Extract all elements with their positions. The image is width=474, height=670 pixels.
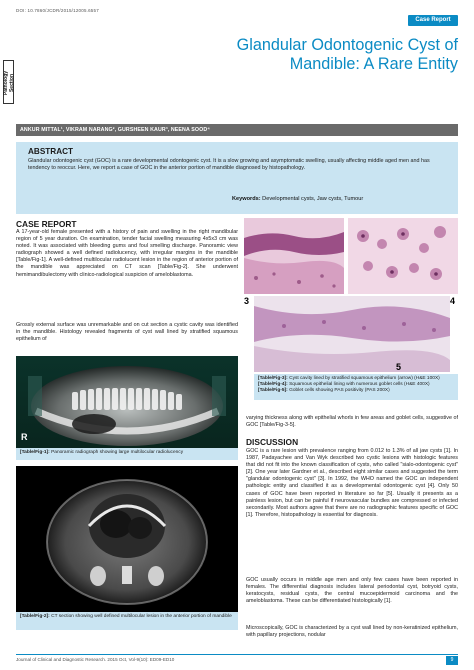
- histology-fig4-image: [348, 218, 458, 294]
- ct-scan: [16, 466, 238, 612]
- fig4-caption-text: Squamous epithelial lining with numerous goblet cells (H&E 400X): [289, 382, 430, 387]
- histology-fig3: [244, 218, 344, 294]
- keywords-text: Developmental cysts, Jaw cysts, Tumour: [262, 196, 364, 202]
- fig2-caption-key: [Table/Fig-2]:: [20, 614, 50, 619]
- keywords: [232, 196, 458, 202]
- ct-scan-image: [16, 466, 238, 612]
- fig5-caption: [258, 388, 454, 394]
- authors-bar: ANKUR MITTAL¹, VIKRAM NARANG², GURSHEEN KAUR³, NEENA SOOD⁴: [16, 124, 458, 136]
- discussion-heading: DISCUSSION: [246, 437, 299, 447]
- section-tag: Case Report: [408, 15, 458, 26]
- fig2-caption: [16, 612, 238, 630]
- abstract-box: [16, 142, 458, 214]
- fig4-label: 4: [450, 296, 456, 306]
- fig1-caption-key: [Table/Fig-1]:: [20, 450, 50, 455]
- fig345-captions: [254, 374, 458, 400]
- fig1-marker: R: [21, 432, 28, 442]
- histology-fig5: [254, 296, 450, 372]
- fig5-caption-text: Goblet cells showing PAS positivity (PAS 200X): [289, 388, 390, 393]
- fig2-caption-text: CT section showing well defined multilocular lesion in the anterior portion of mandible: [51, 614, 232, 619]
- discussion-para-3: Microscopically, GOC is characterized by a cyst wall lined by non-keratinized epithelium, with papillary projections, nodular: [246, 625, 458, 639]
- case-report-continuation: varying thickness along with epithelial whorls in few areas and goblet cells, suggestive of GOC [Table/Fig-3-5].: [246, 415, 458, 429]
- fig1-caption-text: Panoramic radiograph showing large multilocular radiolucency: [51, 450, 184, 455]
- fig5-label: 5: [396, 362, 402, 372]
- fig3-caption-key: [Table/Fig-3]:: [258, 376, 288, 381]
- fig5-caption-key: [Table/Fig-5]:: [258, 388, 288, 393]
- discussion-para-2: GOC usually occurs in middle age men and only few cases have been reported in females. The differential diagnosis includes lateral periodontal cyst, botryoid cysts, keratocysts, residual cysts, the central mucoepidermoid carcinoma and the ameloblastoma. These can be differentiated histologically [1].: [246, 577, 458, 605]
- fig3-label: 3: [244, 296, 250, 306]
- fig3-caption-text: Cyst cavity lined by stratified squamous epithelium (arrow) (H&E 100X): [289, 376, 440, 381]
- case-report-para-2: Grossly external surface was unremarkable and on cut section a cystic cavity was identified in the mandible. Histology revealed fragments of cyst wall lined by stratified squamous epithelium of: [16, 322, 238, 343]
- page-number: 9: [446, 656, 458, 665]
- discussion-para-1: GOC is a rare lesion with prevalence ranging from 0.012 to 1.3% of all jaw cysts [1]. In 1987, Padayachee and Van Wyk described two cystic lesions with histologic features that did not fit into the known classification of cysts, who called "sialo-odontogenic cyst" [2]. One year later Gardner et al., described eight similar cases and suggested the term "glandular odontogenic cyst" [3]. In 1992, the WHO named the GOC an independent pathologic entity and classified it as a developmental odontogenic cyst [4]. Only 50 cases of GOC have been reported in literature so far [5]. Usually it presents as a painless lesion, but can be painful if neurovascular bundles are compressed or infected secondarily. Most authors agree that there are no radiographic features specific of GOC [1]. Therefore, histopathology is essential for diagnosis.: [246, 448, 458, 518]
- histology-fig5-image: [254, 296, 450, 372]
- histology-fig4: [348, 218, 458, 294]
- case-report-heading: CASE REPORT: [16, 219, 77, 229]
- footer-line: [16, 654, 458, 655]
- case-report-para-1: A 17-year-old female presented with a history of pain and swelling in the right mandibular region of 5 year duration. On examination, tender facial swelling measuring 4x5x3 cm was noted. It was associated with bleeding gums and foul smelling discharge. Panoramic view radiograph showed a well defined radiolucency, with irregular margins in the mandible [Table/Fig-1]. A well-defined multilocular radiolucent lesion in the region of anterior portion of the mandible was appreciated on CT scan [Table/Fig-2]. She underwent hemimandibulectomy with clinico-radiological suspicion of ameloblastoma.: [16, 229, 238, 278]
- panoramic-radiograph: [16, 356, 238, 448]
- fig4-caption-key: [Table/Fig-4]:: [258, 382, 288, 387]
- footer-journal: Journal of Clinical and Diagnostic Research. 2015 Oct, Vol-9(10): ED09-ED10: [16, 657, 175, 662]
- histology-fig3-image: [244, 218, 344, 294]
- side-label: Pathology Section: [3, 70, 15, 96]
- keywords-label: Keywords:: [232, 196, 261, 202]
- abstract-heading: ABSTRACT: [28, 147, 74, 156]
- article-title: Glandular Odontogenic Cyst of Mandible: A Rare Entity: [236, 36, 458, 73]
- abstract-text: Glandular odontogenic cyst (GOC) is a rare developmental odontogenic cyst. It is a slow growing and asymptomatic swelling, usually affecting middle aged men and has tendency to reoccur. Here, we report a case of GOC in the anterior portion of mandible diagnosed by histopathology.: [28, 158, 430, 172]
- doi-text: DOI: 10.7860/JCDR/2015/12005.6557: [16, 8, 99, 13]
- panoramic-radiograph-image: [16, 356, 238, 448]
- fig1-caption: [16, 448, 238, 460]
